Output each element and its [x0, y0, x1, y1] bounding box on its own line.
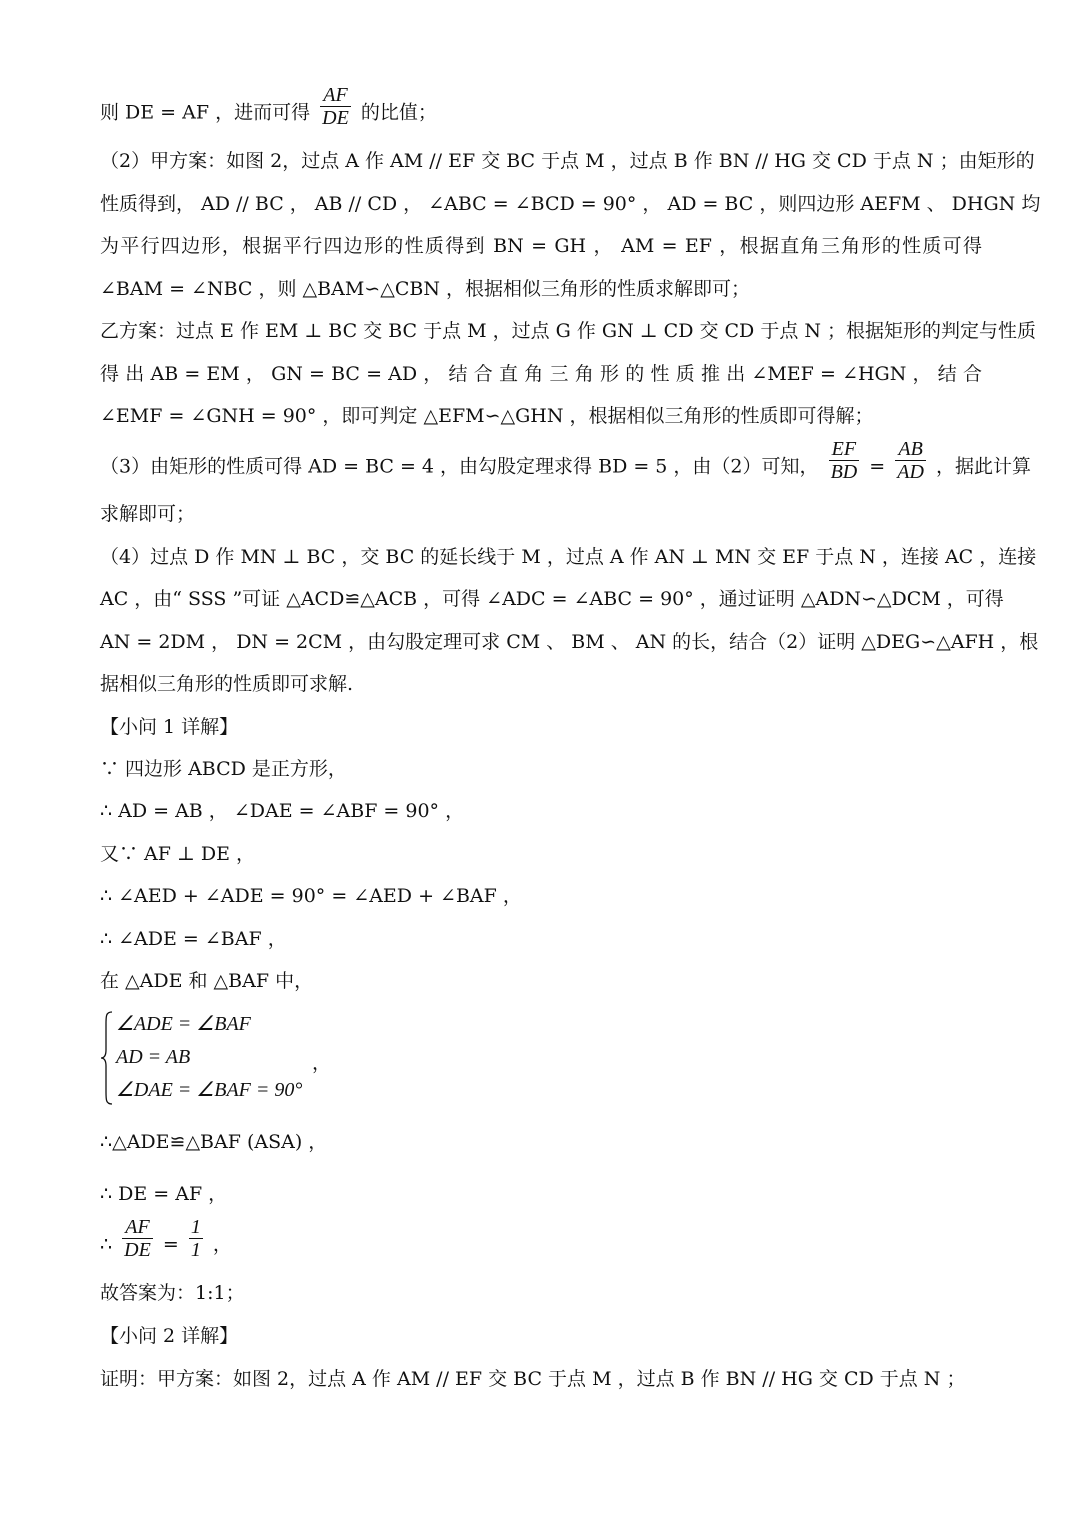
fraction-numerator: AF — [320, 84, 351, 107]
fraction-denominator: BD — [830, 461, 858, 483]
fraction-numerator: EF — [829, 438, 860, 461]
equals-sign: = — [162, 1233, 179, 1256]
text-line-7: 得 出 AB = EM ， GN = BC = AD ， 结 合 直 角 三 角 形 的 性 质 推 出 ∠MEF = ∠HGN ， 结 合 — [100, 363, 982, 385]
section-heading-q2: 【小问 2 详解】 — [100, 1325, 239, 1347]
text-line-3: 性质得到， AD // BC ， AB // CD ， ∠ABC = ∠BCD = 90° ， AD = BC ，则四边形 AEFM 、 DHGN 均 — [100, 193, 1041, 215]
system-comma: ， — [312, 1052, 332, 1074]
text-line-25: 故答案为：1:1； — [100, 1282, 245, 1304]
fraction-ab-ad — [895, 438, 926, 483]
fraction-numerator: AB — [895, 438, 926, 461]
text-line-18: 又∵ AF ⊥ DE ， — [100, 843, 256, 865]
text-line-27: 证明：甲方案：如图 2，过点 A 作 AM // EF 交 BC 于点 M ，过点 B 作 BN // HG 交 CD 于点 N ； — [100, 1368, 966, 1390]
text-line-12: AC ，由“ SSS ”可证 △ACD≌△ACB ，可得 ∠ADC = ∠ABC = 90° ，通过证明 △ADN∽△DCM ，可得 — [100, 588, 1004, 610]
fraction-denominator: 1 — [190, 1239, 201, 1261]
text-line-19: ∴ ∠AED + ∠ADE = 90° = ∠AED + ∠BAF ， — [100, 885, 522, 907]
fraction-numerator: 1 — [190, 1216, 201, 1238]
text-line-9 — [100, 438, 1031, 483]
line-text: 的比值； — [360, 101, 437, 124]
text-line-22: ∴△ADE≌△BAF (ASA) ， — [100, 1131, 328, 1153]
system-equation-1: ∠ADE = ∠BAF — [116, 1013, 251, 1035]
text-line-6: 乙方案：过点 E 作 EM ⊥ BC 交 BC 于点 M ，过点 G 作 GN ⊥ CD 交 CD 于点 N ；根据矩形的判定与性质 — [100, 320, 1037, 342]
text-line-1 — [100, 84, 982, 129]
text-line-11: （4）过点 D 作 MN ⊥ BC ，交 BC 的延长线于 M ，过点 A 作 AN ⊥ MN 交 EF 于点 N ，连接 AC ，连接 — [100, 546, 1037, 568]
equation-system — [100, 1010, 982, 1108]
therefore-symbol: ∴ — [100, 1233, 113, 1256]
text-line-2: （2）甲方案：如图 2，过点 A 作 AM // EF 交 BC 于点 M ，过点 B 作 BN // HG 交 CD 于点 N ；由矩形的 — [100, 150, 1035, 172]
fraction-af-de — [122, 1216, 153, 1261]
fraction-numerator: AF — [122, 1216, 153, 1239]
section-heading-q1: 【小问 1 详解】 — [100, 716, 239, 738]
text-line-14: 据相似三角形的性质即可求解. — [100, 673, 354, 695]
fraction-denominator: DE — [322, 107, 349, 129]
line-text: ， — [212, 1233, 232, 1256]
system-equation-2: AD = AB — [116, 1046, 191, 1068]
text-line-23: ∴ DE = AF ， — [100, 1183, 228, 1205]
text-line-24 — [100, 1216, 982, 1261]
text-line-21: 在 △ADE 和 △BAF 中， — [100, 970, 314, 992]
text-line-8: ∠EMF = ∠GNH = 90° ，即可判定 △EFM∽△GHN ，根据相似三角形的性质即可得解； — [100, 405, 874, 427]
text-line-5: ∠BAM = ∠NBC ，则 △BAM∽△CBN ，根据相似三角形的性质求解即可； — [100, 278, 750, 300]
fraction-ef-bd — [829, 438, 860, 483]
line-text: 则 DE = AF ，进而可得 — [100, 101, 311, 124]
text-line-20: ∴ ∠ADE = ∠BAF ， — [100, 928, 287, 950]
text-line-13: AN = 2DM ， DN = 2CM ，由勾股定理可求 CM 、 BM 、 AN 的长，结合（2）证明 △DEG∽△AFH ，根 — [100, 631, 1039, 653]
fraction-denominator: AD — [897, 461, 924, 483]
fraction-denominator: DE — [124, 1239, 151, 1261]
line-text: （3）由矩形的性质可得 AD = BC = 4 ，由勾股定理求得 BD = 5 ，由（2）可知， — [100, 455, 819, 478]
text-line-4: 为平行四边形，根据平行四边形的性质得到 BN = GH ， AM = EF ，根据直角三角形的性质可得 — [100, 235, 982, 257]
text-line-16: ∵ 四边形 ABCD 是正方形， — [100, 758, 347, 780]
fraction-af-de — [320, 84, 351, 129]
text-line-10: 求解即可； — [100, 503, 196, 525]
line-text: ，据此计算 — [935, 455, 1031, 478]
equals-sign: = — [869, 455, 886, 478]
fraction-one-one — [189, 1216, 203, 1261]
left-brace-icon — [100, 1010, 114, 1106]
text-line-17: ∴ AD = AB ， ∠DAE = ∠ABF = 90° ， — [100, 800, 465, 822]
system-equation-3: ∠DAE = ∠BAF = 90° — [116, 1079, 303, 1101]
